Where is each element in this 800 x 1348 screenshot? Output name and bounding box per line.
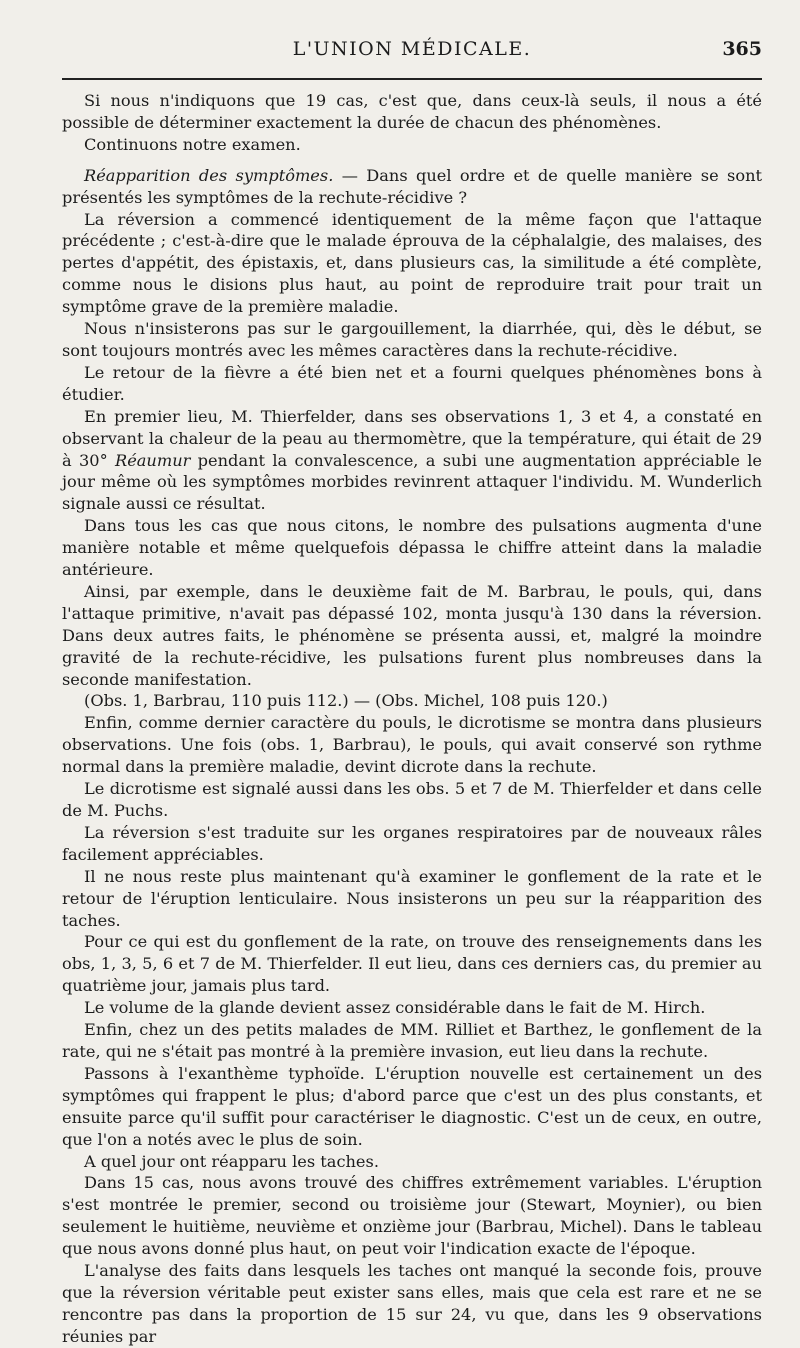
paragraph: La réversion a commencé identiquement de la même façon que l'attaque précédente ; c'est-à-dire que le malade éprouva de la céphalalgie, des malaises, des pertes d'appétit, des épistaxis, et, dans plusieurs cas, la similitude a été complète, comme nous le disions plus haut, au point de reproduire trait pour trait un symptôme grave de la première maladie. — [62, 209, 762, 317]
paragraph: Continuons notre examen. — [84, 134, 301, 154]
paragraph: Le retour de la fièvre a été bien net et a fourni quelques phénomènes bons à étudier. — [62, 362, 762, 404]
paragraph: Passons à l'exanthème typhoïde. L'éruption nouvelle est certainement un des symptômes qui frappent le plus; d'abord parce que c'est un des plus constants, et ensuite parce qu'il suffit pour caractériser le diagnostic. C'est un de ceux, en outre, que l'on a notés avec le plus de soin. — [62, 1063, 762, 1149]
paragraph: Nous n'insisterons pas sur le gargouillement, la diarrhée, qui, dès le début, se sont toujours montrés avec les mêmes caractères dans la rechute-récidive. — [62, 319, 762, 360]
italic-term: Réaumur — [115, 450, 191, 470]
section-lead: Réapparition des symptômes. — [84, 165, 334, 185]
paragraph: Dans tous les cas que nous citons, le nombre des pulsations augmenta d'une manière notable et même quelquefois dépassa le chiffre atteint dans la maladie antérieure. — [62, 516, 762, 580]
paragraph: En premier lieu, M. Thierfelder, dans ses observations 1, 3 et 4, a constaté en observant la chaleur de la peau au thermomètre, que la température, qui était de 29 à 30° Réaumur pendant la convalescence, a subi une augmentation appréciable le jour même où les symptômes morbides revinrent attaquer l'individu. M. Wunderlich signale aussi ce résultat. — [62, 406, 762, 514]
paragraph: Il ne nous reste plus maintenant qu'à examiner le gonflement de la rate et le retour de l'éruption lenticulaire. Nous insisterons un peu sur la réapparition des taches. — [62, 866, 762, 930]
paragraph: Pour ce qui est du gonflement de la rate, on trouve des renseignements dans les obs, 1, 3, 5, 6 et 7 de M. Thierfelder. Il eut lieu, dans ces derniers cas, du premier au quatrième jour, jamais plus tard. — [62, 932, 762, 996]
header-rule — [62, 78, 762, 80]
paragraph: L'analyse des faits dans lesquels les taches ont manqué la seconde fois, prouve que la réversion véritable peut exister sans elles, mais que cela est rare et ne se rencontre pas dans la proportion de 15 sur 24, vu que, dans les 9 observations réunies par — [62, 1261, 762, 1346]
paragraph: Enfin, comme dernier caractère du pouls, le dicrotisme se montra dans plusieurs observations. Une fois (obs. 1, Barbrau), le pouls, qui avait conservé son rythme normal dans la première maladie, devint dicrote dans la rechute. — [62, 713, 762, 777]
paragraph: Si nous n'indiquons que 19 cas, c'est que, dans ceux-là seuls, il nous a été possible de déterminer exactement la durée de chacun des phénomènes. — [62, 91, 762, 132]
paragraph: Le volume de la glande devient assez considérable dans le fait de M. Hirch. — [84, 998, 706, 1018]
paragraph: Dans 15 cas, nous avons trouvé des chiffres extrêmement variables. L'éruption s'est montrée le premier, second ou troisième jour (Stewart, Moynier), ou bien seulement le huitième, neuvième et onzième jour (Barbrau, Michel). Dans le tableau que nous avons donné plus haut, on peut voir l'indication exacte de l'époque. — [62, 1173, 762, 1259]
page-number: 365 — [722, 38, 762, 60]
paragraph-section-start: Réapparition des symptômes. — Dans quel ordre et de quelle manière se sont présentés les symptômes de la rechute-récidive ? — [62, 165, 762, 207]
paragraph: Ainsi, par exemple, dans le deuxième fait de M. Barbrau, le pouls, qui, dans l'attaque primitive, n'avait pas dépassé 102, monta jusqu'à 130 dans la réversion. Dans deux autres faits, le phénomène se présenta aussi, et, malgré la moindre gravité de la rechute-récidive, les pulsations furent plus nombreuses dans la seconde manifestation. — [62, 581, 762, 689]
paragraph: Enfin, chez un des petits malades de MM. Rilliet et Barthez, le gonflement de la rate, qui ne s'était pas montré à la première invasion, eut lieu dans la rechute. — [62, 1020, 762, 1061]
paragraph: La réversion s'est traduite sur les organes respiratoires par de nouveaux râles facilement appréciables. — [62, 822, 762, 864]
article-body — [62, 90, 762, 1348]
running-header — [62, 38, 762, 68]
paragraph: A quel jour ont réapparu les taches. — [84, 1151, 379, 1171]
paragraph: Le dicrotisme est signalé aussi dans les obs. 5 et 7 de M. Thierfelder et dans celle de M. Puchs. — [62, 779, 762, 820]
journal-title: L'UNION MÉDICALE. — [292, 38, 532, 60]
paragraph: (Obs. 1, Barbrau, 110 puis 112.) — (Obs. Michel, 108 puis 120.) — [84, 691, 608, 711]
